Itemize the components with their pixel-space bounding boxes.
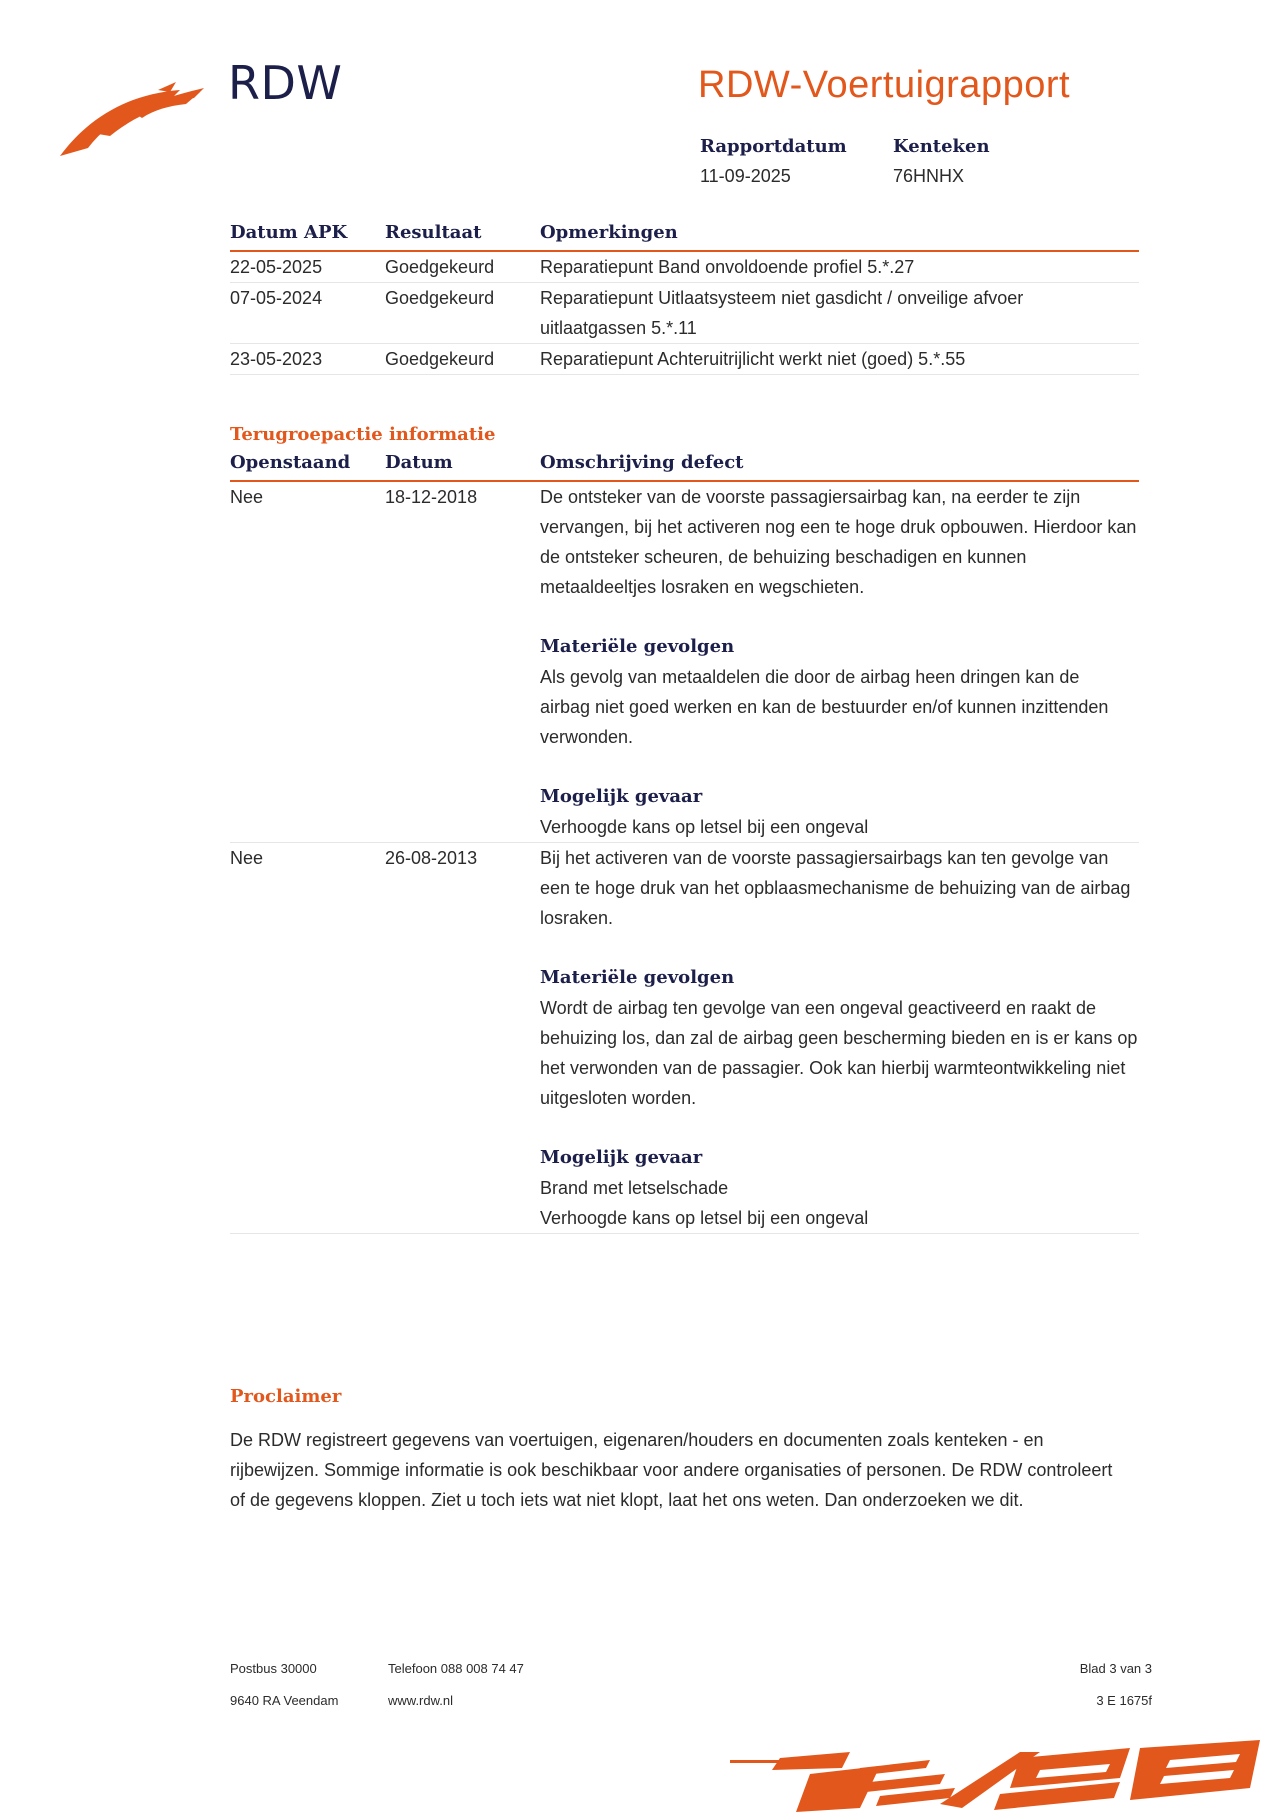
recall-open: Nee	[230, 487, 264, 507]
table-row	[230, 344, 1139, 375]
footer-phone: Telefoon 088 008 74 47	[388, 1661, 524, 1676]
table-row	[230, 843, 1139, 1234]
footer-address-line2: 9640 RA Veendam	[230, 1693, 339, 1708]
apk-table	[230, 222, 1139, 375]
apk-result: Goedgekeurd	[385, 257, 495, 277]
consequences-text: Als gevolg van metaaldelen die door de airbag heen dringen kan de airbag niet goed werken en kan de bestuurder en/of kunnen inzittenden verwonden.	[540, 667, 1109, 747]
danger-item: Verhoogde kans op letsel bij een ongeval	[540, 1208, 869, 1228]
footer-document-code: 3 E 1675f	[1096, 1693, 1152, 1708]
recall-open: Nee	[230, 848, 264, 868]
proclaimer-text: De RDW registreert gegevens van voertuigen, eigenaren/houders en documenten zoals kenteken - en rijbewijzen. Sommige informatie is ook beschikbaar voor andere organisaties of personen. De RDW controleert of de gegevens kloppen. Ziet u toch iets wat niet klopt, laat het ons weten. Dan onderzoeken we dit.	[230, 1430, 1113, 1510]
logo-text: RDW	[228, 56, 343, 110]
column-header: Datum	[385, 452, 453, 473]
apk-result: Goedgekeurd	[385, 288, 495, 308]
recall-details	[540, 843, 1140, 1233]
apk-table-header	[230, 222, 1139, 252]
column-header: Openstaand	[230, 452, 351, 473]
column-header: Datum APK	[230, 222, 348, 243]
defect-description: Bij het activeren van de voorste passagiersairbags kan ten gevolge van een te hoge druk van het opblaasmechanisme de behuizing van de airbag losraken.	[540, 848, 1131, 928]
consequences-label: Materiële gevolgen	[540, 636, 735, 657]
apk-date: 07-05-2024	[230, 288, 323, 308]
recall-table	[230, 452, 1139, 1234]
consequences-label: Materiële gevolgen	[540, 967, 735, 988]
table-row	[230, 252, 1139, 283]
column-header: Omschrijving defect	[540, 452, 744, 473]
danger-label: Mogelijk gevaar	[540, 786, 703, 807]
apk-date: 22-05-2025	[230, 257, 323, 277]
apk-remark: Reparatiepunt Band onvoldoende profiel 5.*.27	[540, 257, 915, 277]
danger-item: Brand met letselschade	[540, 1178, 729, 1198]
proclaimer-heading: Proclaimer	[230, 1386, 342, 1407]
danger-item: Verhoogde kans op letsel bij een ongeval	[540, 817, 869, 837]
license-plate-label: Kenteken	[893, 136, 990, 157]
report-date-label: Rapportdatum	[700, 136, 847, 157]
apk-remark: Reparatiepunt Uitlaatsysteem niet gasdicht / onveilige afvoer uitlaatgassen 5.*.11	[540, 288, 1024, 338]
rdw-wing-logo-icon	[58, 78, 208, 158]
recall-date: 18-12-2018	[385, 487, 478, 507]
apk-remark: Reparatiepunt Achteruitrijlicht werkt niet (goed) 5.*.55	[540, 349, 966, 369]
defect-description: De ontsteker van de voorste passagiersairbag kan, na eerder te zijn vervangen, bij het activeren nog een te hoge druk opbouwen. Hierdoor kan de ontsteker scheuren, de behuizing beschadigen en kunnen metaaldeeltjes losraken en wegschieten.	[540, 487, 1137, 597]
recall-date: 26-08-2013	[385, 848, 478, 868]
consequences-text: Wordt de airbag ten gevolge van een ongeval geactiveerd en raakt de behuizing los, dan zal de airbag geen bescherming bieden en is er kans op het verwonden van de passagier. Ook kan hierbij warmteontwikkeling niet uitgesloten worden.	[540, 998, 1138, 1108]
recall-table-header	[230, 452, 1139, 482]
license-plate-value: 76HNHX	[893, 166, 965, 186]
recall-details	[540, 482, 1140, 842]
table-row	[230, 482, 1139, 843]
column-header: Opmerkingen	[540, 222, 678, 243]
footer-website-link[interactable]: www.rdw.nl	[388, 1693, 454, 1708]
recall-heading: Terugroepactie informatie	[230, 424, 496, 445]
column-header: Resultaat	[385, 222, 482, 243]
report-title: RDW-Voertuigrapport	[698, 64, 1071, 106]
report-date-value: 11-09-2025	[700, 166, 791, 186]
apk-result: Goedgekeurd	[385, 349, 495, 369]
table-row	[230, 283, 1139, 344]
danger-label: Mogelijk gevaar	[540, 1147, 703, 1168]
footer-address-line1: Postbus 30000	[230, 1661, 317, 1676]
rdw-stripes-graphic	[700, 1738, 1280, 1812]
apk-date: 23-05-2023	[230, 349, 323, 369]
footer-page-number: Blad 3 van 3	[1079, 1661, 1152, 1676]
